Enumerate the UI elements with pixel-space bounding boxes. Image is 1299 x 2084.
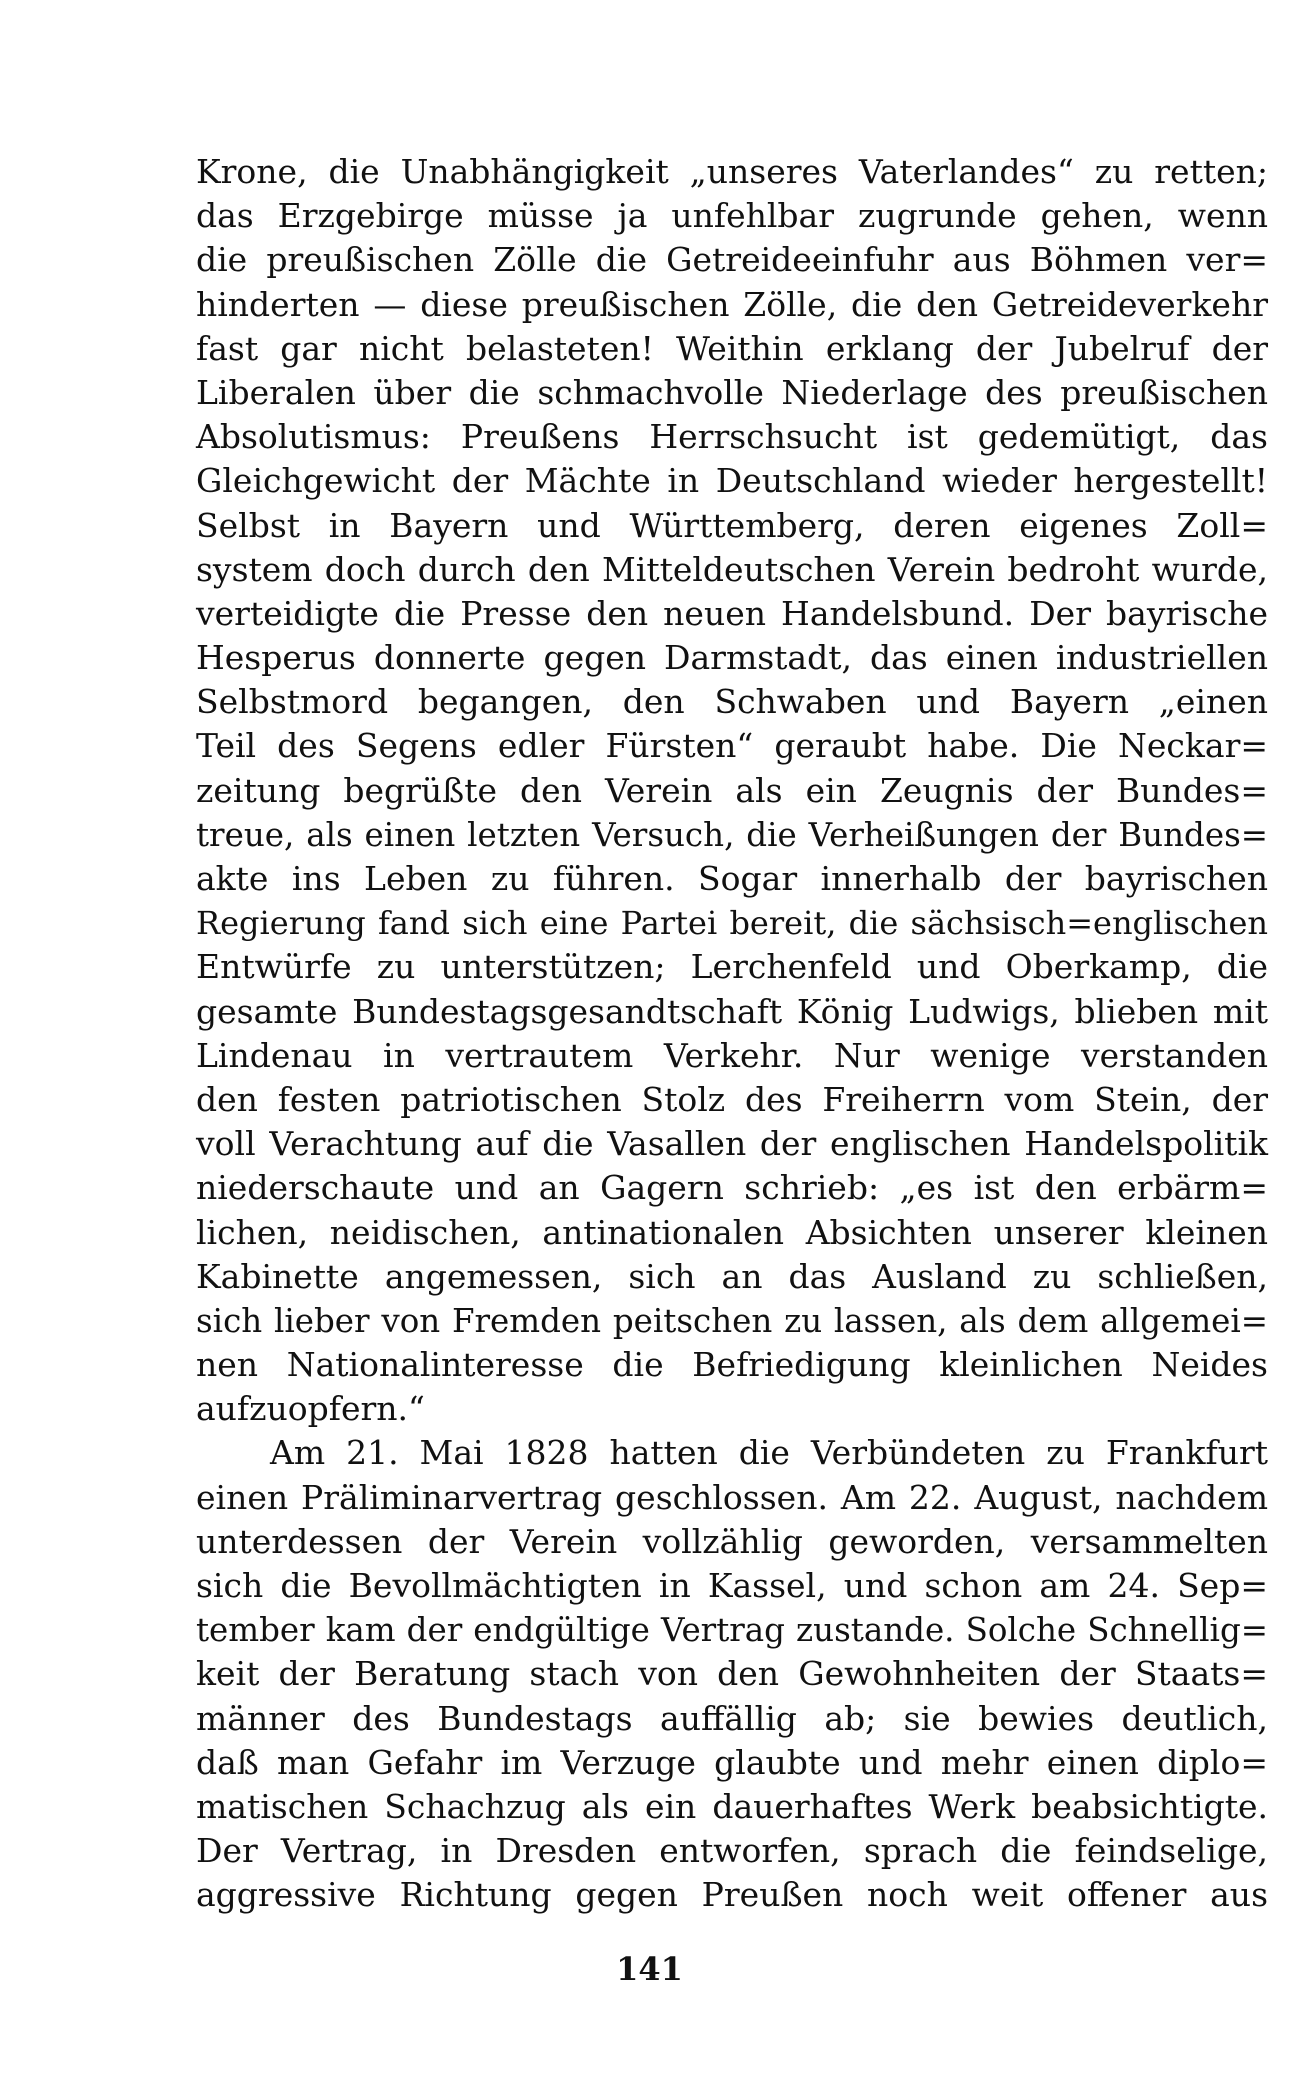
text-line: Lindenau in vertrautem Verkehr. Nur wenige verstanden — [196, 1035, 1268, 1075]
text-line: Selbst in Bayern und Württemberg, deren eigenes Zoll= — [196, 505, 1268, 545]
page-number: 141 — [616, 1950, 683, 1988]
text-line: unterdessen der Verein vollzählig geworden, versammelten — [196, 1521, 1268, 1561]
text-line: voll Verachtung auf die Vasallen der englischen Handelspolitik — [196, 1124, 1268, 1164]
text-line: akte ins Leben zu führen. Sogar innerhalb der bayrischen — [196, 859, 1268, 898]
text-line: matischen Schachzug als ein dauerhaftes Werk beabsichtigte. — [196, 1786, 1268, 1826]
text-line: Hesperus donnerte gegen Darmstadt, das einen industriellen — [196, 638, 1268, 678]
text-line: das Erzgebirge müsse ja unfehlbar zugrunde gehen, wenn — [196, 196, 1268, 236]
text-line: Entwürfe zu unterstützen; Lerchenfeld und Oberkamp, die — [196, 947, 1268, 987]
text-line: aggressive Richtung gegen Preußen noch weit offener aus — [196, 1875, 1268, 1915]
text-line: Der Vertrag, in Dresden entworfen, sprach die feindselige, — [196, 1831, 1268, 1871]
text-line: keit der Beratung stach von den Gewohnheiten der Staats= — [196, 1654, 1268, 1694]
text-line: system doch durch den Mitteldeutschen Verein bedroht wurde, — [196, 549, 1268, 589]
text-line: nen Nationalinteresse die Befriedigung kleinlichen Neides — [196, 1345, 1268, 1385]
text-line: treue, als einen letzten Versuch, die Verheißungen der Bundes= — [196, 815, 1268, 854]
text-line: den festen patriotischen Stolz des Freiherrn vom Stein, der — [196, 1079, 1268, 1119]
text-line: hinderten — diese preußischen Zölle, die den Getreideverkehr — [196, 284, 1268, 324]
text-line: Liberalen über die schmachvolle Niederlage des preußischen — [196, 372, 1268, 412]
text-line: sich lieber von Fremden peitschen zu lassen, als dem allgemei= — [196, 1301, 1268, 1340]
paragraph-end-line: aufzuopfern.“ — [196, 1389, 425, 1429]
text-line: Selbstmord begangen, den Schwaben und Bayern „einen — [196, 682, 1268, 722]
text-line: niederschaute und an Gagern schrieb: „es ist den erbärm= — [196, 1168, 1268, 1208]
text-line: daß man Gefahr im Verzuge glaubte und mehr einen diplo= — [196, 1742, 1268, 1782]
text-line: zeitung begrüßte den Verein als ein Zeugnis der Bundes= — [196, 770, 1268, 810]
text-line: Absolutismus: Preußens Herrschsucht ist gedemütigt, das — [196, 417, 1268, 457]
paragraph-start-line: Am 21. Mai 1828 hatten die Verbündeten zu Frankfurt — [270, 1433, 1268, 1473]
text-line: gesamte Bundestagsgesandtschaft König Ludwigs, blieben mit — [196, 991, 1268, 1031]
text-line: sich die Bevollmächtigten in Kassel, und schon am 24. Sep= — [196, 1566, 1268, 1605]
text-line: Gleichgewicht der Mächte in Deutschland wieder hergestellt! — [196, 461, 1268, 501]
text-line: Krone, die Unabhängigkeit „unseres Vaterlandes“ zu retten; — [196, 152, 1268, 191]
text-line: tember kam der endgültige Vertrag zustande. Solche Schnellig= — [196, 1611, 1268, 1650]
text-line: fast gar nicht belasteten! Weithin erklang der Jubelruf der — [196, 328, 1268, 368]
text-line: Regierung fand sich eine Partei bereit, die sächsisch=englischen — [196, 904, 1268, 943]
body-text — [196, 150, 1268, 1918]
text-line: männer des Bundestags auffällig ab; sie bewies deutlich, — [196, 1698, 1268, 1738]
text-line: verteidigte die Presse den neuen Handelsbund. Der bayrische — [196, 593, 1268, 633]
text-line: Kabinette angemessen, sich an das Ausland zu schließen, — [196, 1256, 1268, 1296]
text-line: lichen, neidischen, antinationalen Absichten unserer kleinen — [196, 1212, 1268, 1252]
text-line: einen Präliminarvertrag geschlossen. Am 22. August, nachdem — [196, 1477, 1268, 1517]
text-line: Teil des Segens edler Fürsten“ geraubt habe. Die Neckar= — [196, 726, 1268, 766]
text-line: die preußischen Zölle die Getreideeinfuhr aus Böhmen ver= — [196, 240, 1268, 280]
